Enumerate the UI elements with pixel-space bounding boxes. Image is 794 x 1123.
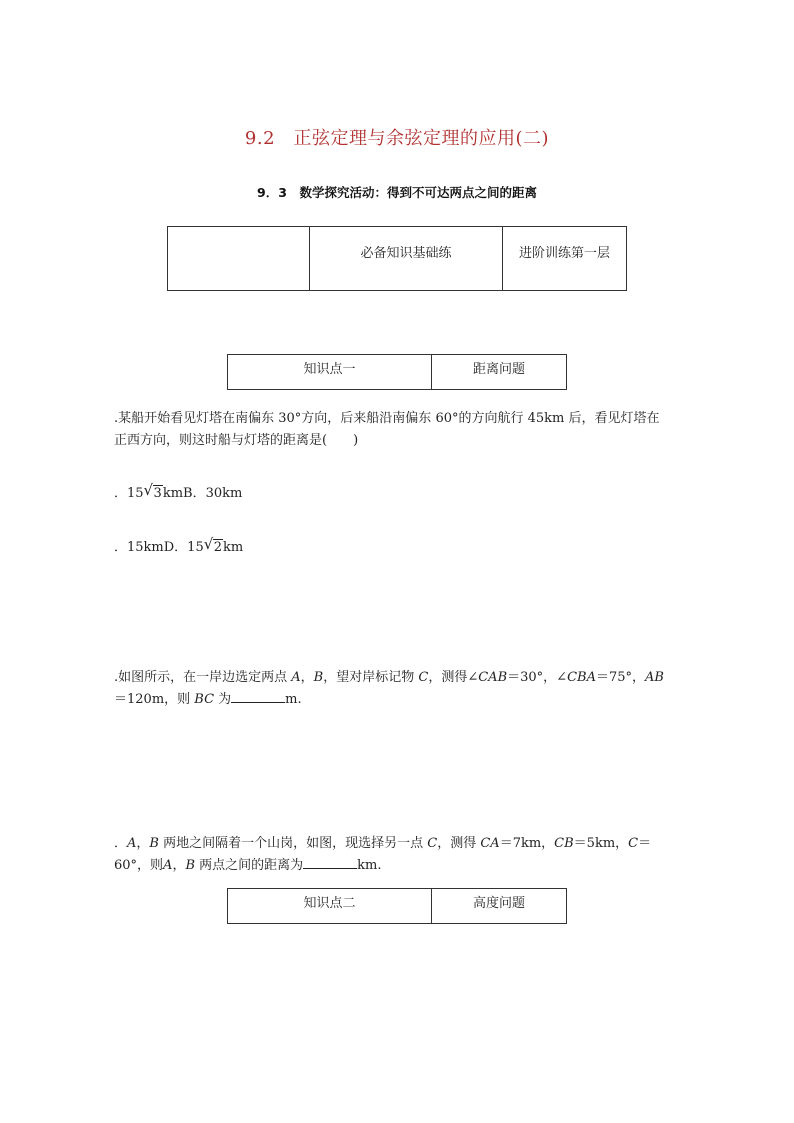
q3-var: C [427, 836, 438, 851]
question-1-options-row-2 [114, 536, 243, 555]
sqrt-radicand: 3 [153, 486, 162, 501]
answer-blank [231, 690, 285, 703]
q2-var: CAB [478, 670, 508, 685]
knowledge-point-1-label: 知识点一 [228, 355, 432, 390]
header-table [167, 226, 627, 291]
q3-var: A [127, 836, 137, 851]
q3-text: 两地之间隔着一个山岗，如图，现选择另一点 [158, 836, 428, 851]
page-subtitle: 9．3 数学探究活动：得到不可达两点之间的距离 [257, 185, 537, 200]
q3-text: ． [114, 836, 128, 851]
q3-var: A [163, 858, 173, 873]
q3-text: km. [357, 858, 382, 873]
q2-text: .如图所示，在一岸边选定两点 [114, 670, 292, 685]
q3-text: ， [136, 836, 150, 851]
knowledge-point-2-label: 知识点二 [228, 889, 432, 924]
q3-var: CB [554, 836, 574, 851]
q2-var: B [313, 670, 324, 685]
q2-text: ＝75°， [595, 670, 645, 685]
answer-blank [303, 856, 357, 869]
q2-text: ＝30°，∠ [507, 670, 568, 685]
q3-text: ， [172, 858, 186, 873]
q3-var: C [628, 836, 639, 851]
q3-var: B [149, 836, 159, 851]
question-1-line-1: .某船开始看见灯塔在南偏东 30°方向，后来船沿南偏东 60°的方向航行 45km 后，看见灯塔在 [114, 411, 660, 426]
q3-text: 两点之间的距离为 [195, 858, 304, 873]
q2-text: ， [300, 670, 314, 685]
q3-text: ＝ [638, 836, 652, 851]
option-c-d-prefix: ．15kmD．15 [114, 540, 204, 555]
q2-var: AB [645, 670, 664, 685]
option-a-b-suffix: kmB．30km [162, 486, 243, 501]
q2-var: CBA [567, 670, 596, 685]
header-cell-basic-practice: 必备知识基础练 [310, 227, 503, 291]
q2-var: C [418, 670, 429, 685]
knowledge-point-2-table [227, 888, 567, 924]
q2-var: BC [194, 692, 215, 707]
q2-text: ，望对岸标记物 [323, 670, 419, 685]
knowledge-point-1-topic: 距离问题 [432, 355, 567, 390]
q3-var: CA [480, 836, 500, 851]
option-a-prefix: ．15 [114, 486, 144, 501]
q2-text: m. [285, 692, 302, 707]
q3-text: ＝5km， [573, 836, 629, 851]
sqrt-symbol: √ 3 [143, 481, 162, 501]
q3-text: 60°，则 [114, 858, 164, 873]
question-2 [114, 667, 684, 711]
q3-text: ＝7km， [499, 836, 555, 851]
question-1 [114, 408, 684, 452]
knowledge-point-1-table [227, 354, 567, 390]
sqrt-symbol: √ 2 [203, 535, 222, 555]
q3-text: ，测得 [437, 836, 481, 851]
option-d-suffix: km [223, 540, 244, 555]
knowledge-point-2-topic: 高度问题 [432, 889, 567, 924]
sqrt-radicand: 2 [213, 540, 222, 555]
q2-text: 为 [214, 692, 232, 707]
q2-var: A [291, 670, 301, 685]
header-cell-empty [168, 227, 310, 291]
page-title: 9.2 正弦定理与余弦定理的应用(二) [244, 128, 550, 149]
q2-text: ＝120m，则 [114, 692, 195, 707]
header-cell-advanced-training: 进阶训练第一层 [503, 227, 627, 291]
q3-var: B [185, 858, 196, 873]
question-1-line-2: 正西方向，则这时船与灯塔的距离是( ) [114, 433, 359, 448]
q2-text: ，测得∠ [428, 670, 479, 685]
question-1-options-row-1 [114, 482, 242, 501]
question-3 [114, 833, 684, 877]
